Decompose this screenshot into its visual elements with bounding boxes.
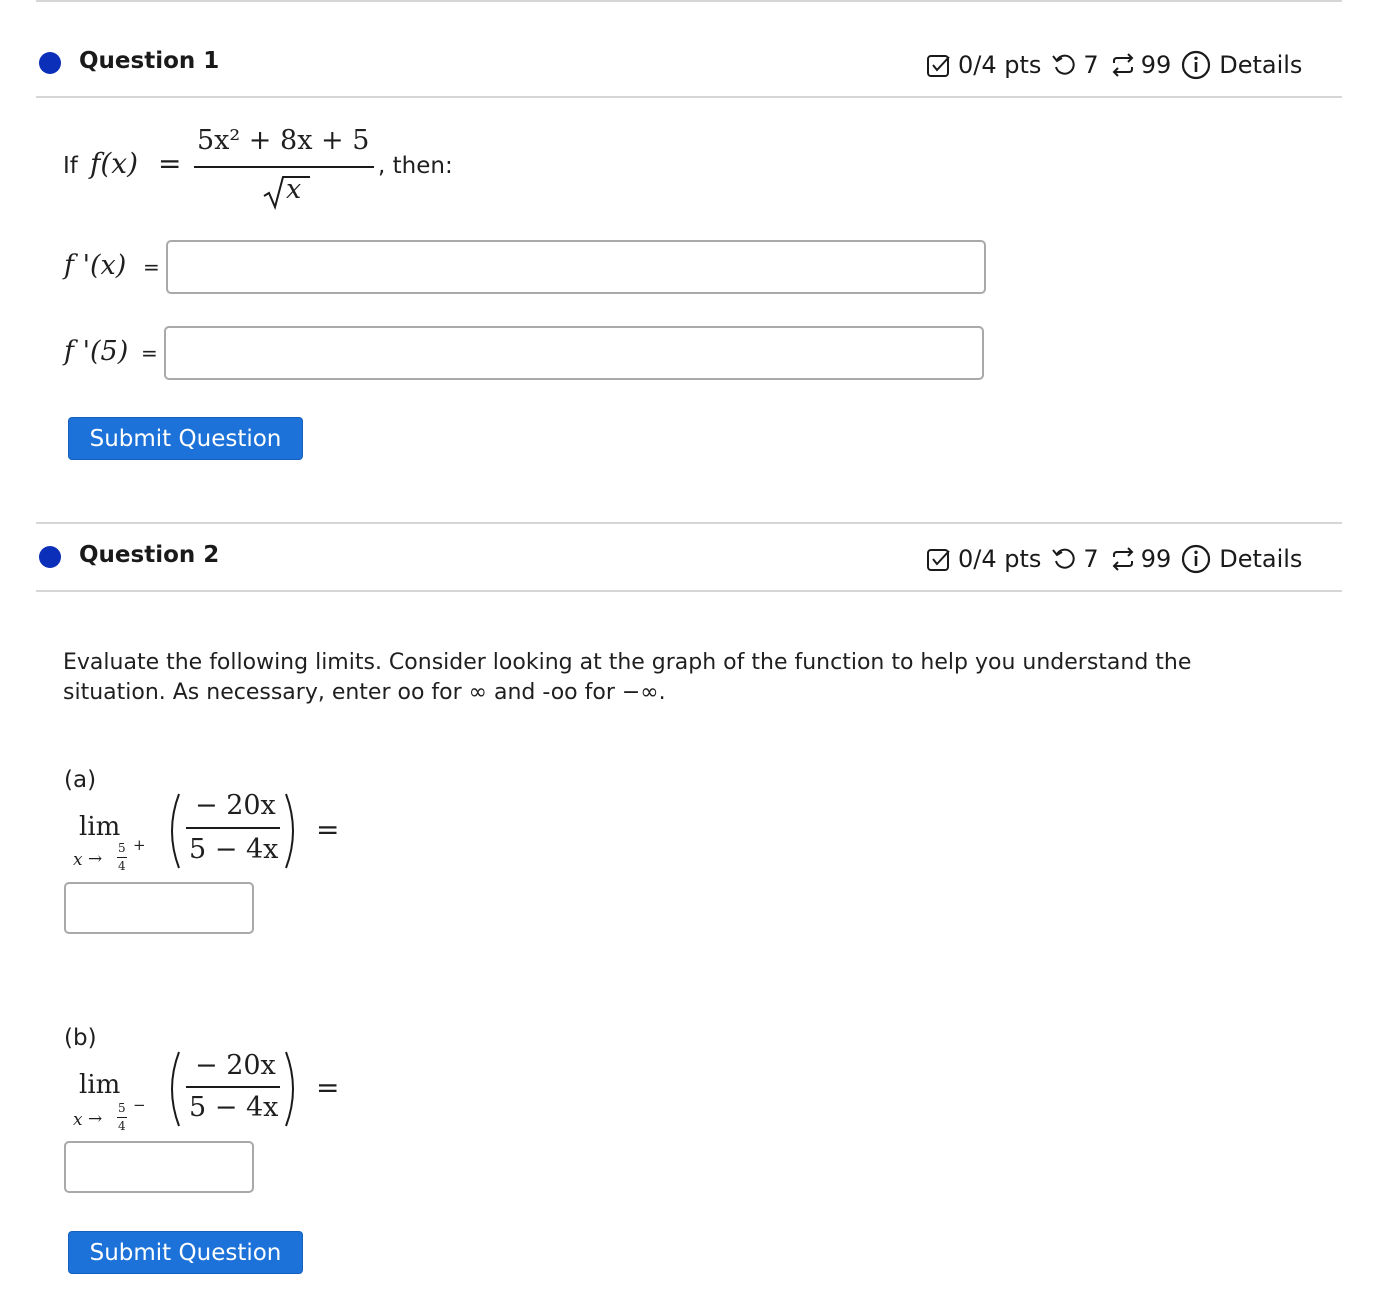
intro-prefix: If xyxy=(63,153,78,179)
limit-word: lim xyxy=(79,812,121,842)
check-square-icon xyxy=(926,546,952,572)
left-paren xyxy=(162,792,182,874)
details-link[interactable]: Details xyxy=(1219,51,1303,79)
points-label: 0/4 pts xyxy=(958,545,1042,573)
retry-icon[interactable] xyxy=(1051,546,1077,572)
limit-a-input[interactable] xyxy=(64,882,254,934)
derivative-input[interactable] xyxy=(166,240,986,294)
limit-equals: = xyxy=(316,813,340,846)
right-paren xyxy=(283,792,303,874)
limit-variable: x xyxy=(73,1110,83,1130)
approach-bar xyxy=(117,857,127,858)
question-title: Question 1 xyxy=(79,48,220,74)
fraction-denominator: x xyxy=(286,174,302,205)
approach-numerator: 5 xyxy=(118,841,126,855)
equals-sign: = xyxy=(158,147,182,180)
limit-b-input[interactable] xyxy=(64,1141,254,1193)
submit-question-2-button[interactable]: Submit Question xyxy=(68,1231,303,1274)
submissions-count: 99 xyxy=(1140,51,1172,79)
question-meta xyxy=(926,50,1302,80)
question-meta xyxy=(926,544,1302,574)
fraction-bar xyxy=(194,166,374,168)
submissions-icon xyxy=(1109,546,1137,572)
limit-numerator: − 20x xyxy=(195,790,276,821)
check-square-icon xyxy=(926,52,952,78)
question-header-divider xyxy=(36,96,1342,98)
info-icon[interactable] xyxy=(1181,50,1211,80)
derivative-at-5-input[interactable] xyxy=(164,326,984,380)
points-label: 0/4 pts xyxy=(958,51,1042,79)
instructions-line-1: Evaluate the following limits. Consider looking at the graph of the function to help you understand the xyxy=(63,650,1192,675)
retries-count: 7 xyxy=(1083,545,1099,573)
approach-bar xyxy=(117,1117,127,1118)
limit-denominator: 5 − 4x xyxy=(189,1092,279,1123)
retries-count: 7 xyxy=(1083,51,1099,79)
submit-question-1-button[interactable]: Submit Question xyxy=(68,417,303,460)
left-paren xyxy=(162,1050,182,1132)
approach-numerator: 5 xyxy=(118,1101,126,1115)
field-equals: = xyxy=(141,341,158,365)
limit-denominator: 5 − 4x xyxy=(189,834,279,865)
right-paren xyxy=(283,1050,303,1132)
info-icon[interactable] xyxy=(1181,544,1211,574)
limit-arrow: → xyxy=(88,1109,103,1129)
retry-icon[interactable] xyxy=(1051,52,1077,78)
limit-numerator: − 20x xyxy=(195,1050,276,1081)
fraction-numerator: 5x² + 8x + 5 xyxy=(197,125,370,156)
question-header-divider xyxy=(36,590,1342,592)
submissions-count: 99 xyxy=(1140,545,1172,573)
approach-denominator: 4 xyxy=(118,859,126,873)
question-title: Question 2 xyxy=(79,542,220,568)
status-dot xyxy=(39,546,61,568)
limit-equals: = xyxy=(316,1071,340,1104)
field-equals: = xyxy=(143,255,160,279)
approach-side: − xyxy=(133,1096,146,1114)
function-label: f(x) xyxy=(90,147,139,180)
approach-denominator: 4 xyxy=(118,1119,126,1133)
status-dot xyxy=(39,52,61,74)
submissions-icon xyxy=(1109,52,1137,78)
limit-word: lim xyxy=(79,1070,121,1100)
top-divider xyxy=(36,0,1342,2)
part-label: (b) xyxy=(64,1025,97,1051)
limit-fraction-bar xyxy=(186,827,280,829)
field-label-derivative-at-5: f '(5) xyxy=(64,336,129,367)
field-label-derivative: f '(x) xyxy=(64,250,127,281)
limit-variable: x xyxy=(73,850,83,870)
question-divider xyxy=(36,522,1342,524)
details-link[interactable]: Details xyxy=(1219,545,1303,573)
approach-side: + xyxy=(133,836,146,854)
instructions-line-2: situation. As necessary, enter oo for ∞ and -oo for −∞. xyxy=(63,680,666,705)
limit-arrow: → xyxy=(88,849,103,869)
limit-fraction-bar xyxy=(186,1086,280,1088)
part-label: (a) xyxy=(64,767,97,793)
intro-suffix: , then: xyxy=(378,153,453,179)
